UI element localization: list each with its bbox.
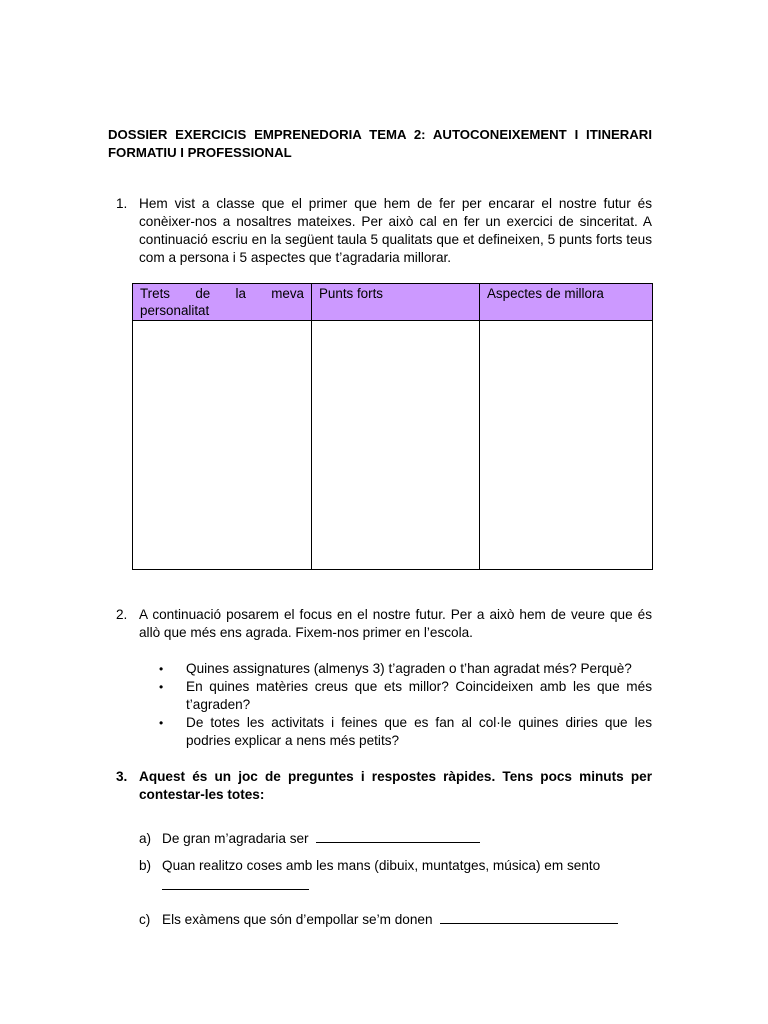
- list-item-text: En quines matèries creus que ets millor? Coincideixen amb les que més t’agraden?: [186, 679, 652, 712]
- answer-label: a): [139, 831, 152, 846]
- answer-prompt: Quan realitzo coses amb les mans (dibuix, muntatges, música) em sento: [162, 858, 601, 873]
- answer-prompt: De gran m’agradaria ser: [162, 831, 309, 846]
- answer-item-c: [139, 911, 652, 929]
- list-item: [159, 678, 652, 714]
- question-number: 1.: [116, 196, 128, 211]
- answer-blank[interactable]: [316, 830, 480, 843]
- list-item-text: De totes les activitats i feines que es fan al col·le quines diries que les podries explicar a nens més petits?: [186, 715, 652, 748]
- question-2: [116, 606, 652, 642]
- self-knowledge-table: [132, 283, 652, 570]
- table-header-improvements: Aspectes de millora: [480, 284, 653, 321]
- question-3: [116, 768, 652, 804]
- question-text: Aquest és un joc de preguntes i respostes ràpides. Tens pocs minuts per contestar-les totes:: [139, 769, 652, 802]
- list-item: [159, 660, 652, 678]
- bullet-icon: •: [159, 716, 164, 730]
- answer-label: b): [139, 858, 152, 873]
- table-cell-improvements[interactable]: [480, 321, 653, 570]
- question-2-bullets: [159, 660, 652, 750]
- question-number: 3.: [116, 769, 128, 784]
- question-1: [116, 195, 652, 267]
- answer-item-b: [139, 857, 652, 895]
- table-header-traits: Trets de la meva personalitat: [133, 284, 312, 321]
- answer-blank[interactable]: [162, 877, 309, 890]
- answer-item-a: [139, 830, 652, 848]
- answer-prompt: Els exàmens que són d’empollar se’m donen: [162, 912, 433, 927]
- question-text: Hem vist a classe que el primer que hem de fer per encarar el nostre futur és conèixer-nos a nosaltres mateixes. Per això cal en fer un exercici de sinceritat. A continuació escriu en la següent taula 5 qualitats que et defineixen, 5 punts forts teus com a persona i 5 aspectes que t’agradaria millorar.: [139, 196, 652, 265]
- question-text: A continuació posarem el focus en el nostre futur. Per a això hem de veure que és allò que més ens agrada. Fixem-nos primer en l’escola.: [139, 607, 652, 640]
- answer-blank[interactable]: [440, 911, 618, 924]
- question-number: 2.: [116, 607, 128, 622]
- table-cell-strengths[interactable]: [312, 321, 480, 570]
- list-item: [159, 714, 652, 750]
- table-cell-traits[interactable]: [133, 321, 312, 570]
- list-item-text: Quines assignatures (almenys 3) t’agraden o t’han agradat més? Perquè?: [186, 661, 632, 676]
- bullet-icon: •: [159, 680, 164, 694]
- document-title: DOSSIER EXERCICIS EMPRENEDORIA TEMA 2: AUTOCONEIXEMENT I ITINERARI FORMATIU I PROFESSIONAL: [108, 127, 652, 160]
- answer-label: c): [139, 912, 151, 927]
- bullet-icon: •: [159, 662, 164, 676]
- table-header-strengths: Punts forts: [312, 284, 480, 321]
